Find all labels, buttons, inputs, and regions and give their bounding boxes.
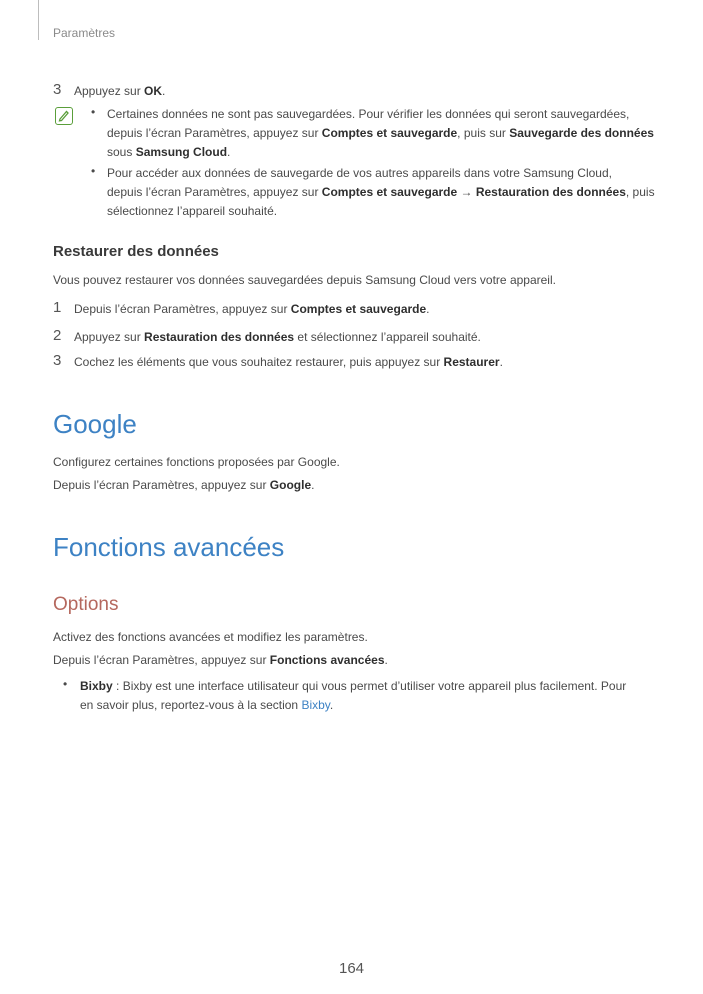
section-heading: Restaurer des données [53,243,219,260]
advanced-heading: Fonctions avancées [53,532,285,562]
bullet-dot: • [91,105,96,119]
advanced-line-1: Activez des fonctions avancées et modifiez les paramètres. [53,630,368,644]
google-line-1: Configurez certaines fonctions proposées par Google. [53,455,340,469]
options-heading: Options [53,594,119,615]
step-text: Appuyez sur Restauration des données et sélectionnez l’appareil souhaité. [74,330,481,344]
restore-intro: Vous pouvez restaurer vos données sauvegardées depuis Samsung Cloud vers votre appareil. [53,273,556,287]
step-text: Appuyez sur OK. [74,84,166,98]
note-bullet-1: Certaines données ne sont pas sauvegardées. Pour vérifier les données qui seront sauvegardées, depuis l’écran Paramètres, appuyez sur Comptes et sauvegarde, puis sur Sauvegarde des données sous Samsung Cloud. [107,107,654,159]
step-text: Cochez les éléments que vous souhaitez restaurer, puis appuyez sur Restaurer. [74,355,503,369]
bullet-dot: • [63,677,68,691]
google-heading: Google [53,409,137,439]
step-number: 3 [53,352,62,369]
advanced-line-2: Depuis l’écran Paramètres, appuyez sur Fonctions avancées. [53,653,388,667]
header-divider [38,0,39,40]
page-header: Paramètres [53,26,116,40]
step-number: 2 [53,327,62,344]
bixby-bullet: Bixby : Bixby est une interface utilisateur qui vous permet d’utiliser votre appareil plus facilement. Pour en savoir plus, reportez-vous à la section Bixby. [80,679,627,712]
step-number: 3 [53,81,62,98]
step-text: Depuis l’écran Paramètres, appuyez sur Comptes et sauvegarde. [74,302,430,316]
step-number: 1 [53,299,62,316]
bixby-link[interactable]: Bixby [301,698,330,712]
page-number: 164 [338,960,365,977]
google-line-2: Depuis l’écran Paramètres, appuyez sur Google. [53,478,315,492]
pencil-note-icon [55,107,73,125]
bullet-dot: • [91,164,96,178]
note-bullet-2: Pour accéder aux données de sauvegarde de vos autres appareils dans votre Samsung Cloud, depuis l’écran Paramètres, appuyez sur Comptes et sauvegarde → Restauration des données, puis sélectionnez l’appareil souhaité. [107,166,655,218]
